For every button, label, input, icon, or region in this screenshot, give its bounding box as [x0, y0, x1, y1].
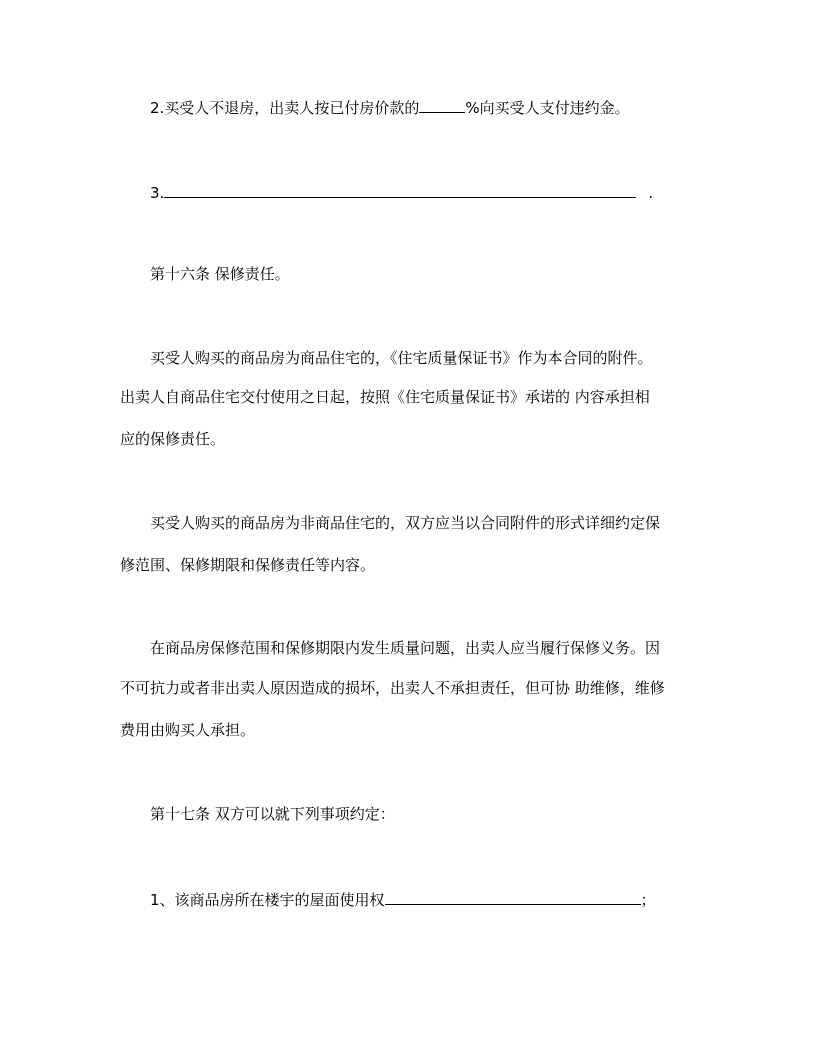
- clause-item-2-text-before: 2.买受人不退房，出卖人按已付房价款的: [150, 99, 420, 117]
- article-16-para1-line2: 出卖人自商品住宅交付使用之日起，按照《住宅质量保证书》承诺的 内容承担相: [120, 388, 650, 406]
- article-16-title: 第十六条 保修责任。: [150, 265, 290, 283]
- clause-item-2: [150, 96, 630, 118]
- clause-item-3: [150, 181, 653, 203]
- article-16-para1-line1: 买受人购买的商品房为商品住宅的，《住宅质量保证书》作为本合同的附件。: [150, 349, 653, 367]
- article-16-para2-line1: 买受人购买的商品房为非商品住宅的，双方应当以合同附件的形式详细约定保: [150, 514, 661, 532]
- article-16-para3-line2: 不可抗力或者非出卖人原因造成的损坏，出卖人不承担责任，但可协 助维修，维修: [120, 679, 665, 697]
- article-17-title: 第十七条 双方可以就下列事项约定：: [150, 805, 395, 823]
- article-16-para3-line3: 费用由购买人承担。: [120, 721, 256, 739]
- roof-use-right-blank: [385, 888, 641, 905]
- clause-item-3-blank: [164, 181, 636, 198]
- clause-item-2-text-after: %向买受人支付违约金。: [465, 99, 630, 117]
- article-17-item-1: [150, 888, 656, 910]
- article-16-para2-line2: 修范围、保修期限和保修责任等内容。: [120, 556, 376, 574]
- article-16-para1-line3: 应的保修责任。: [120, 430, 226, 448]
- percentage-blank: [419, 96, 465, 113]
- article-17-item-1-text: 1、该商品房所在楼宇的屋面使用权: [150, 891, 385, 909]
- article-17-item-1-suffix: ；: [640, 891, 656, 909]
- article-16-para3-line1: 在商品房保修范围和保修期限内发生质量问题，出卖人应当履行保修义务。因: [150, 639, 661, 657]
- clause-item-3-prefix: 3.: [150, 184, 165, 202]
- clause-item-3-suffix: .: [648, 184, 654, 202]
